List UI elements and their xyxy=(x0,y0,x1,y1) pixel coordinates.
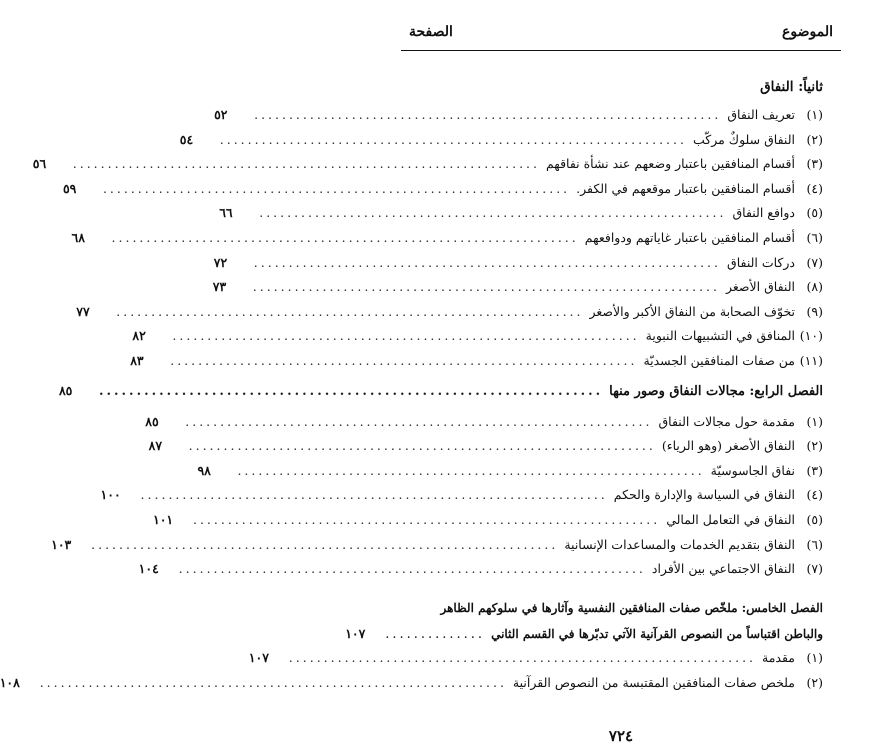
entry-page: ١٠٧ xyxy=(248,650,269,665)
dot-leader: ................................................................... xyxy=(102,180,571,196)
dot-leader: ................................................................... xyxy=(254,107,722,122)
entry-number: (٢) xyxy=(806,131,823,147)
entry-title: النفاق في التعامل المالي xyxy=(666,511,795,527)
entry-page: ٥٤ xyxy=(179,131,194,147)
entry-page: ٧٢ xyxy=(213,254,228,270)
entry-number: (٥) xyxy=(806,205,823,221)
entry-page: ٨٧ xyxy=(148,438,163,454)
entry-title: مقدمة xyxy=(762,650,795,665)
entry-page: ٦٨ xyxy=(71,229,85,245)
entry-title: ملخص صفات المنافقين المقتبسة من النصوص القرآنية xyxy=(512,674,795,690)
toc-entry[interactable] xyxy=(213,251,823,276)
toc-chapter-four xyxy=(51,379,823,582)
entry-page: ٩٨ xyxy=(197,462,211,478)
dot-leader: ................................................................... xyxy=(91,536,559,552)
entry-page: ١٠٣ xyxy=(51,536,72,552)
entry-title: أقسام المنافقين باعتبار غاياتهم ودوافعهم xyxy=(584,229,795,245)
toc-entry[interactable] xyxy=(0,671,823,696)
entry-page: ١٠٠ xyxy=(100,487,121,503)
entry-title: النفاق سلوكٌ مركّب xyxy=(692,131,795,147)
entry-number: (٦) xyxy=(806,229,823,245)
toc-entry[interactable] xyxy=(51,533,823,558)
entry-page: ٥٢ xyxy=(214,107,228,122)
entry-number: (١٠) xyxy=(799,328,823,344)
chapter-title-line2[interactable] xyxy=(345,621,823,646)
header-rule xyxy=(401,50,841,51)
dot-leader: ................................................................... xyxy=(72,156,540,172)
toc-section-hypocrisy xyxy=(32,76,823,374)
chapter-title-line1[interactable] xyxy=(411,596,823,621)
toc-entry[interactable] xyxy=(130,349,823,374)
toc-entry[interactable] xyxy=(179,128,823,153)
entry-page: ١٠٤ xyxy=(138,561,159,577)
toc-entry[interactable] xyxy=(197,459,823,484)
toc-entry[interactable] xyxy=(219,201,823,226)
entry-number: (٤) xyxy=(806,180,823,196)
toc-chapter-five xyxy=(0,596,823,695)
dot-leader: ................................................................... xyxy=(288,650,757,665)
entry-number: (٢) xyxy=(806,438,823,454)
toc-entry[interactable] xyxy=(248,646,823,671)
toc-entry[interactable] xyxy=(62,177,823,202)
entry-number: (٤) xyxy=(806,487,823,503)
entry-page: ٨٣ xyxy=(130,352,144,368)
chapter-title-row[interactable] xyxy=(58,379,823,404)
entry-number: (٧) xyxy=(806,254,823,270)
entry-number: (٩) xyxy=(806,303,823,319)
dot-leader: ................................................................... xyxy=(253,254,721,270)
toc-entry[interactable] xyxy=(32,152,823,177)
entry-title: مقدمة حول مجالات النفاق xyxy=(658,413,795,429)
page-header xyxy=(401,24,841,46)
entry-title: تعريف النفاق xyxy=(727,107,795,122)
dot-leader: ................................................................... xyxy=(116,303,584,319)
chapter-title-continued: والباطن اقتباساً من النصوص القرآنية الآتي تدبّرها في القسم الثاني xyxy=(491,627,823,641)
toc-entry[interactable] xyxy=(214,103,823,128)
dot-leader: ................................................................... xyxy=(237,462,705,478)
topic-column-label: الموضوع xyxy=(782,24,833,40)
entry-number: (٣) xyxy=(806,462,823,478)
entry-title: من صفات المنافقين الجسديّة xyxy=(643,352,795,368)
toc-entry[interactable] xyxy=(100,483,823,508)
entry-page: ٧٣ xyxy=(212,279,227,295)
entry-title: تخوّف الصحابة من النفاق الأكبر والأصغر xyxy=(589,303,795,319)
chapter-title: الفصل الرابع: مجالات النفاق وصور منها xyxy=(609,384,823,399)
dot-leader: ................................................................... xyxy=(172,328,640,344)
entry-title: المنافق في التشبيهات النبوية xyxy=(645,328,795,344)
entry-title: نفاق الجاسوسيّة xyxy=(710,462,795,478)
entry-title: أقسام المنافقين باعتبار موقعهم في الكفر. xyxy=(576,180,795,196)
dot-leader: ................................................................... xyxy=(252,279,720,295)
dot-leader: ................................................................... xyxy=(98,384,604,399)
toc-entry[interactable] xyxy=(71,226,823,251)
entry-page: ٨٥ xyxy=(145,413,159,429)
entry-page: ٥٩ xyxy=(62,180,77,196)
page-column-label: الصفحة xyxy=(409,24,453,40)
entry-title: أقسام المنافقين باعتبار وضعهم عند نشأة نفاقهم xyxy=(545,156,795,172)
entry-page: ٧٧ xyxy=(76,303,90,319)
dot-leader: ................................................................... xyxy=(111,229,579,245)
toc-entry[interactable] xyxy=(138,557,823,582)
entry-number: (٦) xyxy=(806,536,823,552)
entry-number: (١) xyxy=(806,107,823,122)
chapter-page: ١٠٧ xyxy=(345,626,366,641)
dot-leader: ................................................................... xyxy=(185,413,653,429)
toc-entry[interactable] xyxy=(152,508,823,533)
dot-leader: ................................................................... xyxy=(140,487,608,503)
dot-leader: ................................................................... xyxy=(178,561,646,577)
chapter-page: ٨٥ xyxy=(58,383,73,398)
dot-leader: ................................................................... xyxy=(188,438,656,454)
entry-title: دوافع النفاق xyxy=(732,205,795,221)
entry-page: ١٠٨ xyxy=(0,674,20,690)
entry-title: النفاق في السياسة والإدارة والحكم xyxy=(613,487,795,503)
section-title: ثانياً: النفاق xyxy=(760,79,823,95)
entry-number: (٨) xyxy=(806,279,823,295)
entry-number: (٣) xyxy=(806,156,823,172)
toc-entry[interactable] xyxy=(76,300,823,325)
entry-title: دركات النفاق xyxy=(727,254,795,270)
entry-number: (٧) xyxy=(806,561,823,577)
toc-entry[interactable] xyxy=(145,410,823,435)
toc-entry[interactable] xyxy=(212,275,823,300)
dot-leader: ................................................................... xyxy=(170,352,638,368)
toc-entry[interactable] xyxy=(132,324,823,349)
dot-leader: ................................................................... xyxy=(39,674,507,690)
chapter-title: الفصل الخامس: ملخّص صفات المنافقين النفسية وآثارها في سلوكهم الظاهر xyxy=(440,601,823,615)
entry-page: ٦٦ xyxy=(219,205,233,221)
dot-leader: .............. xyxy=(385,627,486,642)
entry-title: النفاق الاجتماعي بين الأفراد xyxy=(651,561,795,577)
entry-title: النفاق الأصغر xyxy=(725,279,795,295)
toc-entry[interactable] xyxy=(148,434,823,459)
entry-page: ٥٦ xyxy=(32,156,47,172)
entry-number: (٥) xyxy=(806,511,823,527)
entry-number: (١) xyxy=(806,650,823,665)
entry-page: ٨٢ xyxy=(132,328,146,344)
dot-leader: ................................................................... xyxy=(219,131,687,147)
entry-number: (٢) xyxy=(806,674,823,690)
dot-leader: ................................................................... xyxy=(259,205,727,221)
entry-title: النفاق بتقديم الخدمات والمساعدات الإنسانية xyxy=(564,536,795,552)
entry-page: ١٠١ xyxy=(152,511,174,527)
entry-number: (١) xyxy=(806,413,823,429)
dot-leader: ................................................................... xyxy=(192,511,661,527)
page-number: ٧٢٤ xyxy=(608,727,634,745)
entry-title: النفاق الأصغر (وهو الرياء) xyxy=(661,438,795,454)
entry-number: (١١) xyxy=(799,352,823,368)
